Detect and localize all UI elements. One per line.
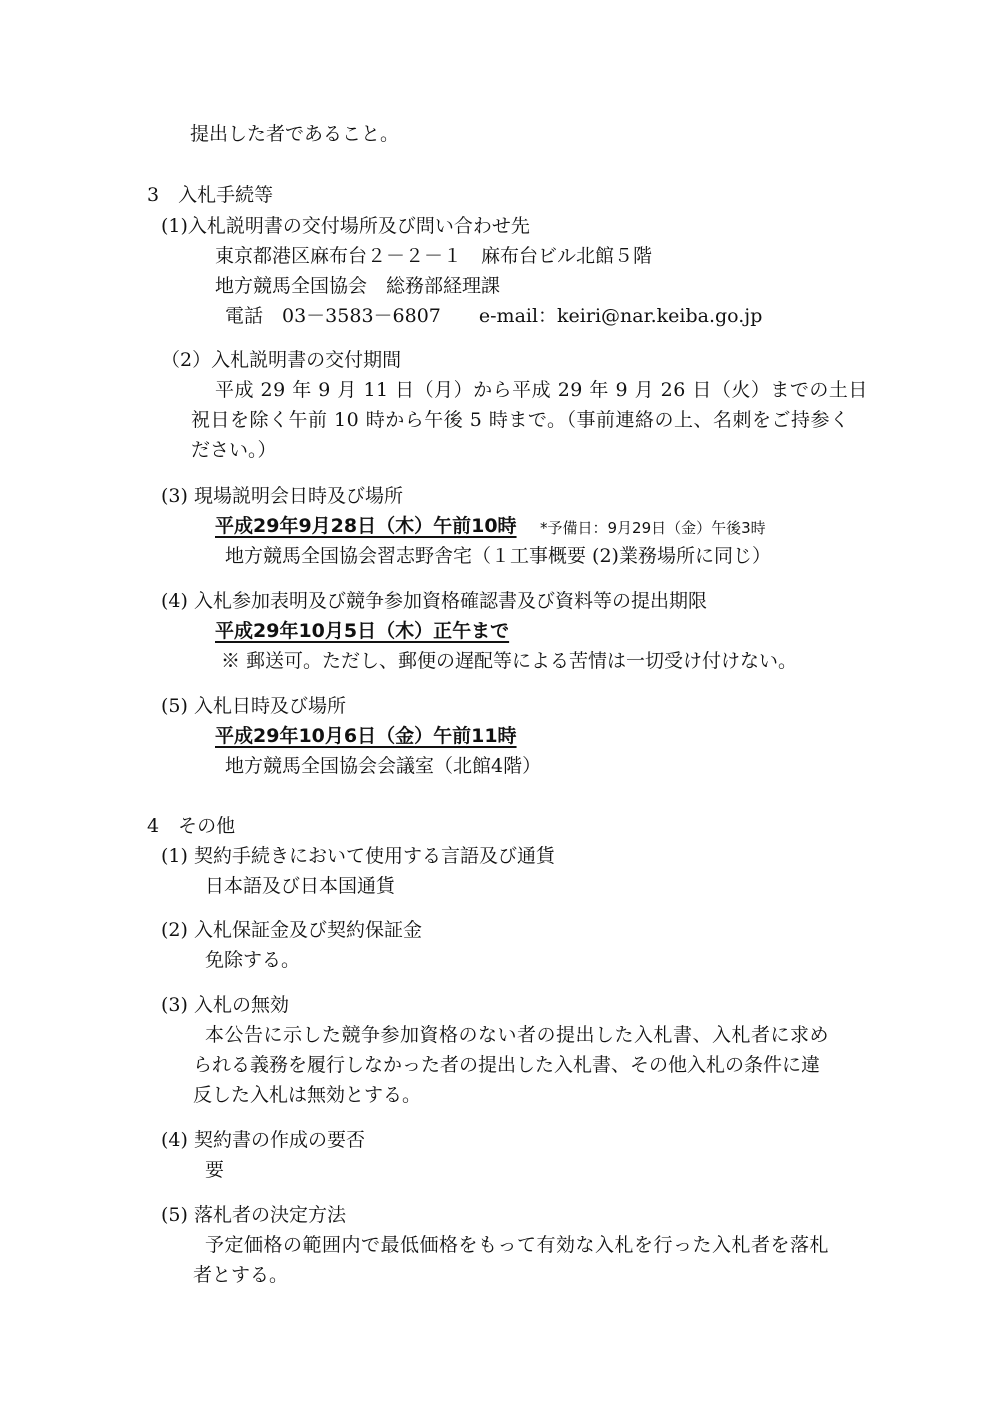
s4-p4-heading: (4) 契約書の作成の要否 [161, 1129, 365, 1151]
s3-p1-org: 地方競馬全国協会 総務部経理課 [215, 275, 501, 297]
s4-p3-heading: (3) 入札の無効 [161, 994, 289, 1016]
s3-p5-place: 地方競馬全国協会会議室（北館4階） [225, 755, 542, 777]
section-4-heading: 4 その他 [147, 815, 236, 837]
s4-p3-line3: 反した入札は無効とする。 [193, 1084, 422, 1106]
s3-p3-place: 地方競馬全国協会習志野舎宅（１工事概要 (2)業務場所に同じ） [225, 545, 771, 567]
s3-p1-heading: (1)入札説明書の交付場所及び問い合わせ先 [161, 215, 530, 237]
s3-p4-deadline: 平成29年10月5日（木）正午まで [215, 620, 510, 642]
s3-p4-note: ※ 郵送可。ただし、郵便の遅配等による苦情は一切受け付けない。 [221, 650, 798, 672]
s3-p2-line1: 平成 29 年 9 月 11 日（月）から平成 29 年 9 月 26 日（火）までの土日 [215, 379, 868, 401]
s4-p2-heading: (2) 入札保証金及び契約保証金 [161, 919, 422, 941]
s3-p1-address: 東京都港区麻布台２－２－１ 麻布台ビル北館５階 [215, 245, 653, 267]
continuation-line: 提出した者であること。 [190, 123, 400, 145]
s3-p5-datetime: 平成29年10月6日（金）午前11時 [215, 725, 517, 747]
s3-p1-contact: 電話 03－3583－6807 e-mail：keiri@nar.keiba.go.jp [225, 305, 763, 327]
s3-p3-heading: (3) 現場説明会日時及び場所 [161, 485, 403, 507]
s3-p3-datetime: 平成29年9月28日（木）午前10時 [215, 515, 517, 537]
s4-p4-body: 要 [205, 1159, 225, 1181]
s4-p5-heading: (5) 落札者の決定方法 [161, 1204, 346, 1226]
s3-p4-heading: (4) 入札参加表明及び競争参加資格確認書及び資料等の提出期限 [161, 590, 707, 612]
s4-p3-line1: 本公告に示した競争参加資格のない者の提出した入札書、入札者に求め [205, 1024, 830, 1046]
s3-p2-line3: ださい。） [191, 439, 277, 461]
s4-p5-line1: 予定価格の範囲内で最低価格をもって有効な入札を行った入札者を落札 [205, 1234, 830, 1256]
s4-p3-line2: られる義務を履行しなかった者の提出した入札書、その他入札の条件に違 [193, 1054, 821, 1076]
section-3-heading: 3 入札手続等 [147, 184, 274, 206]
s3-p2-heading: （2）入札説明書の交付期間 [161, 349, 402, 371]
s4-p2-body: 免除する。 [205, 949, 301, 971]
s3-p2-line2: 祝日を除く午前 10 時から午後 5 時まで。（事前連絡の上、名刺をご持参く [191, 409, 850, 431]
s3-p5-heading: (5) 入札日時及び場所 [161, 695, 346, 717]
s4-p5-line2: 者とする。 [193, 1264, 289, 1286]
s4-p1-heading: (1) 契約手続きにおいて使用する言語及び通貨 [161, 845, 555, 867]
s4-p1-body: 日本語及び日本国通貨 [205, 875, 396, 897]
s3-p3-reserve-note: *予備日：9月29日（金）午後3時 [540, 519, 766, 537]
